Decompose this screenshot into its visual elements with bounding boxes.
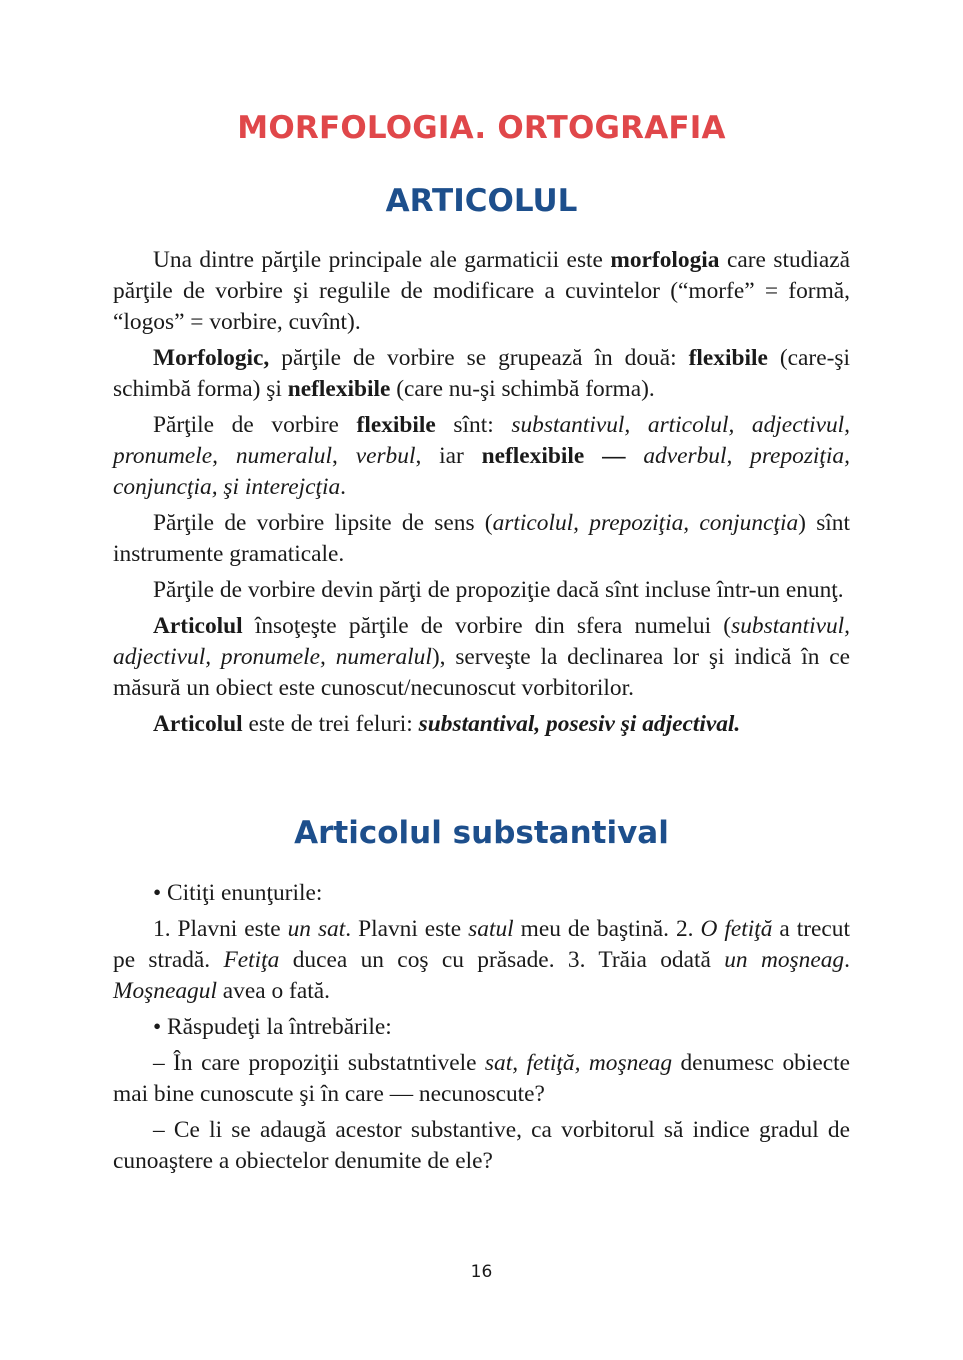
exercise-question-2 <box>113 1115 850 1177</box>
text-run: este de trei feluri: <box>242 711 419 737</box>
text-run: . <box>844 947 850 973</box>
text-run: avea o fată. <box>216 978 330 1004</box>
intro-text-block <box>113 245 850 745</box>
article-types-list: substantival, posesiv şi adjectival. <box>418 711 741 737</box>
italic-list: adverbul, prepoziţia, conjuncţia, şi interejcţia <box>113 443 850 500</box>
text-run: părţile de vorbire se grupează în două: <box>269 345 689 371</box>
paragraph-flexible-groups <box>113 343 850 405</box>
text-run: Citiţi enunţurile: <box>161 880 323 906</box>
exercise-sentences <box>113 914 850 1007</box>
section-title: Articolul substantival <box>294 815 669 851</box>
text-run: sînt: <box>435 412 512 438</box>
text-run: însoţeşte părţile de vorbire din sfera numelui ( <box>242 613 732 639</box>
italic-example: Moşneagul <box>113 978 217 1004</box>
term-articolul: Articolul <box>153 613 243 639</box>
text-run: care studiază părţile de vorbire şi regulile de modificare a cuvintelor (“morfe” = formă, “logos” = vorbire, cuvînt). <box>113 247 850 335</box>
page-number: 16 <box>470 1262 493 1282</box>
text-run: Răspudeţi la întrebările: <box>161 1014 392 1040</box>
term-morfologia: morfologia <box>610 247 720 273</box>
paragraph-parts-of-speech-list <box>113 410 850 503</box>
term-neflexibile: neflexibile — <box>481 443 626 469</box>
text-run: Una dintre părţile principale ale garmaticii este <box>153 247 611 273</box>
term-flexibile: flexibile <box>356 412 436 438</box>
italic-example: O fetiţă <box>700 916 773 942</box>
paragraph-grammatical-instruments <box>113 508 850 570</box>
italic-example: satul <box>468 916 514 942</box>
text-run: , iar <box>415 443 482 469</box>
exercise-instruction-answer <box>113 1012 850 1043</box>
term-articolul: Articolul <box>153 711 243 737</box>
italic-example: un sat <box>287 916 346 942</box>
exercise-instruction-read <box>113 878 850 909</box>
paragraph-morphology-definition <box>113 245 850 338</box>
text-run: ducea un coş cu prăsade. 3. Trăia odată <box>279 947 725 973</box>
exercise-question-1 <box>113 1048 850 1110</box>
chapter-title: MORFOLOGIA. ORTOGRAFIA <box>237 110 726 146</box>
text-run: (care-şi schimbă forma) şi <box>113 345 850 402</box>
text-run: . Plavni este <box>345 916 469 942</box>
italic-term: verbul <box>355 443 416 469</box>
italic-list: substantivul, articolul, adjectivul, pronumele, numeralul <box>113 412 850 469</box>
italic-example: Fetiţa <box>223 947 280 973</box>
paragraph-sentence-parts <box>113 575 850 606</box>
bullet-icon: • <box>153 880 162 906</box>
text-run <box>625 443 643 469</box>
text-run: ) sînt instrumente gramaticale. <box>113 510 850 567</box>
text-run: denumesc obiecte mai bine cunoscute şi în care — necunoscute? <box>113 1050 850 1107</box>
term-neflexibile: neflexibile <box>287 376 391 402</box>
text-run: . <box>340 474 347 500</box>
text-run: Părţile de vorbire <box>153 412 357 438</box>
text-run: meu de baştină. 2. <box>513 916 701 942</box>
text-run: 1. Plavni este <box>153 916 288 942</box>
text-run: (care nu-şi schimbă forma). <box>390 376 655 402</box>
italic-example: un moşneag <box>724 947 845 973</box>
text-run: ), serveşte la declinarea lor şi indică în ce măsură un obiect este cunoscut/necunoscut vorbitorilor. <box>113 644 850 701</box>
italic-list: articolul, prepoziţia, conjuncţia <box>492 510 799 536</box>
text-run: Părţile de vorbire devin părţi de propoziţie dacă sînt incluse într-un enunţ. <box>153 577 844 603</box>
paragraph-article-definition <box>113 611 850 704</box>
bullet-icon: • <box>153 1014 162 1040</box>
exercise-block <box>113 878 850 1182</box>
text-run: Părţile de vorbire lipsite de sens ( <box>153 510 493 536</box>
text-run: , <box>332 443 356 469</box>
lesson-title: ARTICOLUL <box>385 183 578 219</box>
paragraph-article-types <box>113 709 850 740</box>
term-flexibile: flexibile <box>688 345 768 371</box>
text-run: – În care propoziţii substatntivele <box>153 1050 485 1076</box>
text-run: – Ce li se adaugă acestor substantive, ca vorbitorul să indice gradul de cunoaştere a obiectelor denumite de ele? <box>113 1117 850 1174</box>
text-run: a trecut pe stradă. <box>113 916 851 973</box>
italic-example: sat, fetiţă, moşneag <box>484 1050 673 1076</box>
italic-list: substantivul, adjectivul, pronumele, numeralul <box>113 613 850 670</box>
term-morfologic: Morfologic, <box>153 345 270 371</box>
